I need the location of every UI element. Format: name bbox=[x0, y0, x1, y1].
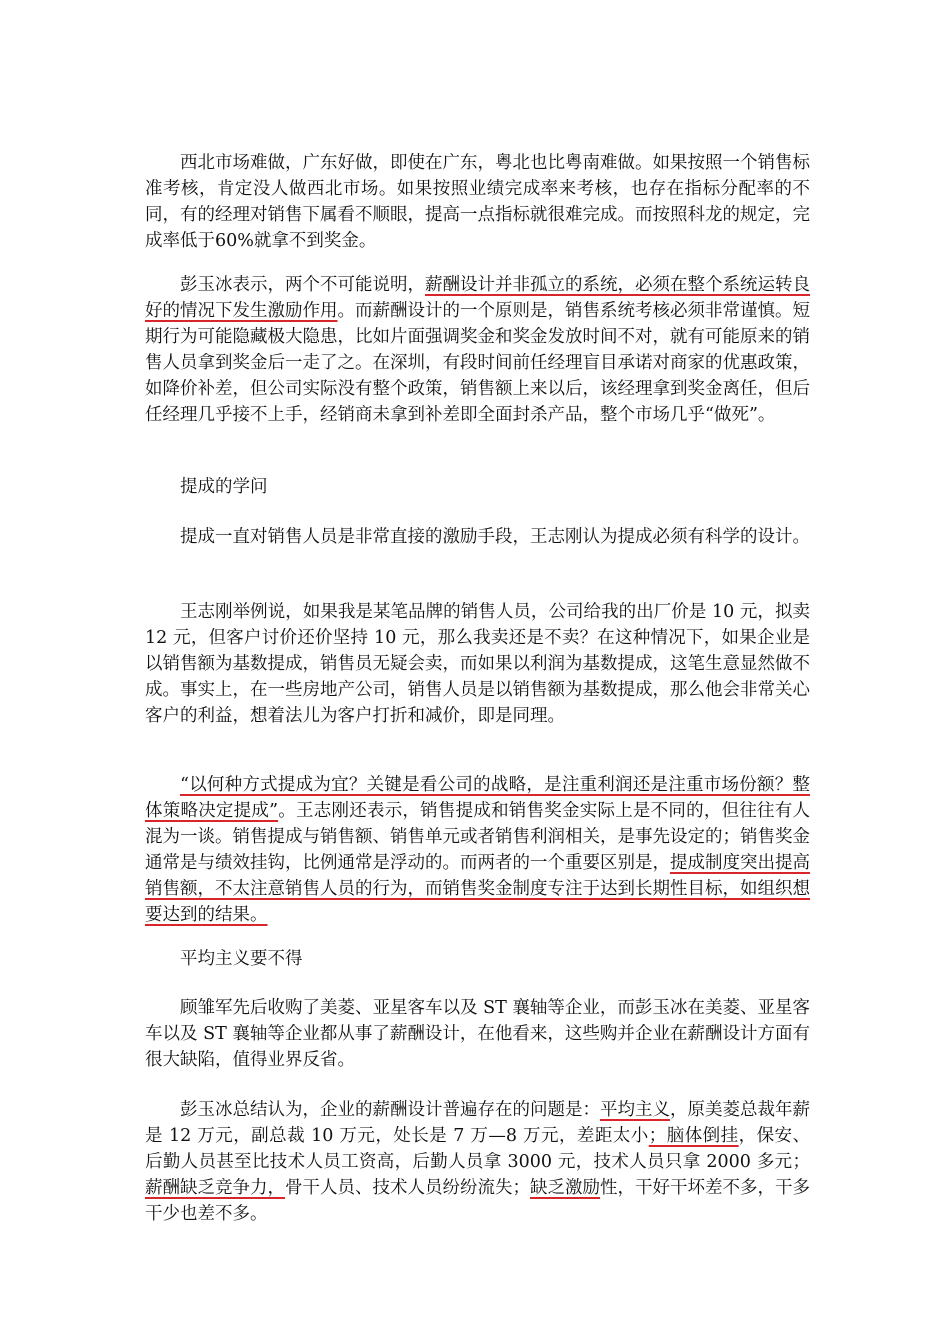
text-span: 。而薪酬设计的一个原则是，销售系统考核必须非常谨慎。短期行为可能隐藏极大隐患，比如片面强调奖金和奖金发放时间不对，就有可能原来的销售人员拿到奖金后一走了之。在深圳，有段时间前任经理盲目承诺对商家的优惠政策，如降价补差，但公司实际没有整个政策，销售额上来以后，该经理拿到奖金离任，但后任经理几乎接不上手，经销商未拿到补差即全面封杀产品，整个市场几乎“做死”。 bbox=[145, 301, 810, 425]
text-span: 。王志刚还表示，销售提成和销售奖金实际上是不同的，但往往有人混为一谈。销售提成与销售额、销售单元或者销售利润相关，是事先设定的；销售奖金通常是与绩效挂钩，比例通常是浮动的。而两者的一个重要区别是， bbox=[145, 801, 811, 873]
underlined-text: 提成制度突出提高销售额，不太注意销售人员的行为，而销售奖金制度专注于达到长期性目标，如组织想要达到的结果。 bbox=[145, 853, 810, 925]
paragraph-acquisitions bbox=[145, 995, 810, 1073]
paragraph-wangzhigang-example bbox=[145, 599, 810, 729]
underlined-text: ；脑体倒挂 bbox=[648, 1126, 739, 1146]
section-heading-commission bbox=[145, 474, 810, 500]
paragraph-text: 顾雏军先后收购了美菱、亚星客车以及 ST 襄轴等企业，而彭玉冰在美菱、亚星客车以及 ST 襄轴等企业都从事了薪酬设计，在他看来，这些购并企业在薪酬设计方面有很大缺陷，值得业界反省。 bbox=[145, 998, 810, 1070]
text-span: ，保安、后勤人员甚至比技术人员工资高，后勤人员拿 3000 元，技术人员只拿 2000 多元； bbox=[145, 1126, 811, 1172]
section-heading: 平均主义要不得 bbox=[180, 949, 303, 969]
underlined-text: 薪酬设计并非孤立的系统，必须在整个系统运转良好的情况下发生激励作用 bbox=[145, 275, 810, 321]
text-span: 彭玉冰表示，两个不可能说明， bbox=[180, 275, 425, 295]
text-span: 性，干好干坏差不多，干多干少也差不多。 bbox=[145, 1178, 810, 1224]
text-span: ，原美菱总裁年薪是 12 万元，副总裁 10 万元，处长是 7 万—8 万元，差距太小 bbox=[145, 1100, 810, 1146]
text-span: 彭玉冰总结认为，企业的薪酬设计普遍存在的问题是： bbox=[180, 1100, 600, 1120]
paragraph-pengyubing-system bbox=[145, 272, 810, 428]
section-heading: 提成的学问 bbox=[180, 477, 268, 497]
text-span: 骨干人员、技术人员纷纷流失； bbox=[285, 1178, 530, 1198]
paragraph-commission-strategy bbox=[145, 772, 810, 928]
paragraph-text: 王志刚举例说，如果我是某笔品牌的销售人员，公司给我的出厂价是 10 元，拟卖 12 元，但客户讨价还价坚持 10 元，那么我卖还是不卖？在这种情况下，如果企业是以销售额为基数提成，销售员无疑会卖，而如果以利润为基数提成，这笔生意显然做不成。事实上，在一些房地产公司，销售人员是以销售额为基数提成，那么他会非常关心客户的利益，想着法儿为客户打折和减价，即是同理。 bbox=[145, 602, 810, 726]
paragraph-text: 提成一直对销售人员是非常直接的激励手段，王志刚认为提成必须有科学的设计。 bbox=[180, 527, 810, 547]
paragraph-northwest-market bbox=[145, 150, 810, 254]
underlined-text: “以何种方式提成为宜？关键是看公司的战略，是注重利润还是注重市场份额？整体策略决定提成” bbox=[145, 775, 810, 821]
underlined-text: 薪酬缺乏竞争力， bbox=[145, 1178, 285, 1198]
underlined-text: 缺乏激励 bbox=[530, 1178, 600, 1198]
section-heading-egalitarianism bbox=[145, 946, 810, 972]
underlined-text: 平均主义 bbox=[600, 1100, 670, 1120]
paragraph-salary-problems bbox=[145, 1097, 810, 1227]
paragraph-text: 西北市场难做，广东好做，即使在广东，粤北也比粤南难做。如果按照一个销售标准考核，肯定没人做西北市场。如果按照业绩完成率来考核，也存在指标分配率的不同，有的经理对销售下属看不顺眼，提高一点指标就很难完成。而按照科龙的规定，完成率低于60%就拿不到奖金。 bbox=[145, 153, 810, 251]
paragraph-commission-intro bbox=[145, 524, 810, 550]
